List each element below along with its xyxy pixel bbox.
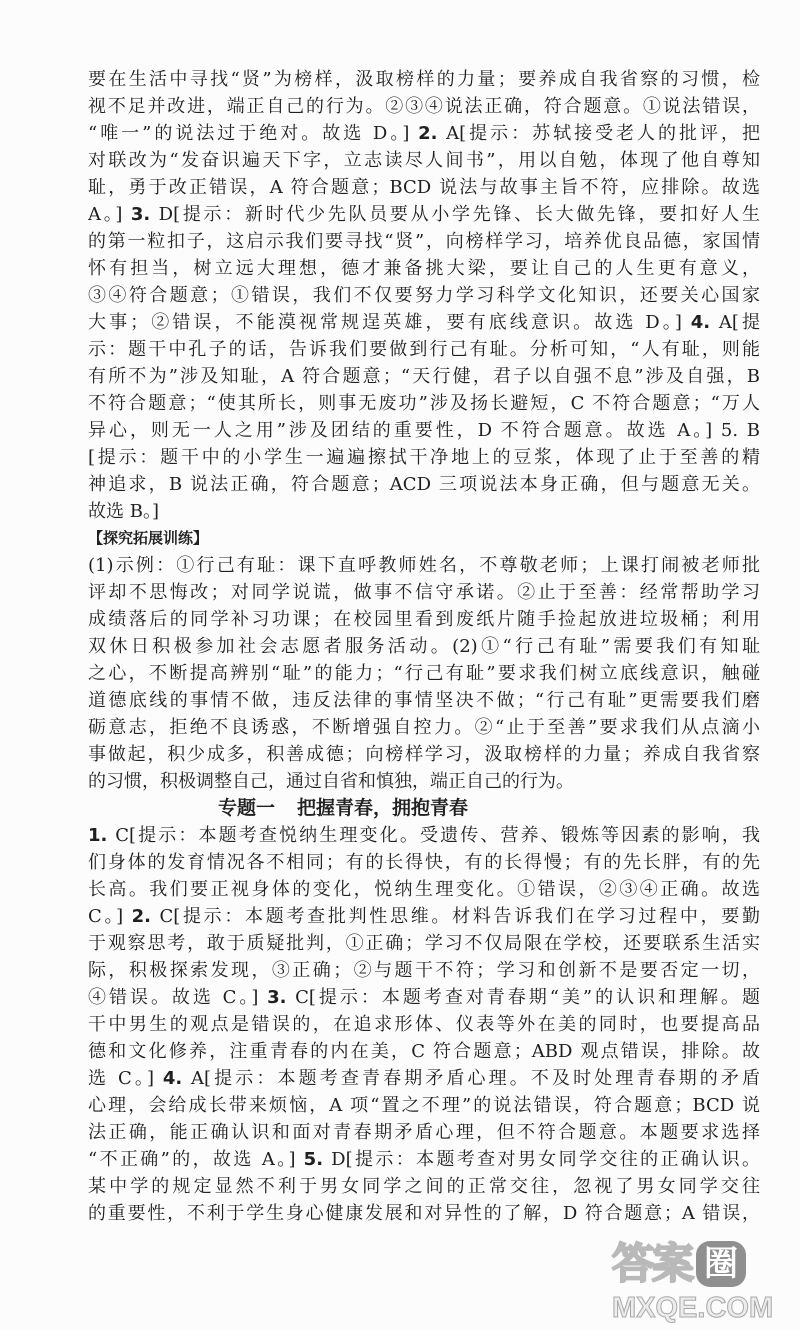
watermark-logo-text: 答案 xyxy=(612,1239,693,1288)
watermark-logo-badge: 圈 xyxy=(696,1241,746,1287)
text-line: 道德底线的事情不做，违反法律的事情坚决不做；“行己有耻”更需要我们磨 xyxy=(88,690,760,711)
text-line: ④错误。故选 C。] 3. C[提示：本题考查对青春期“美”的认识和理解。题 xyxy=(88,987,760,1008)
section-heading: 【探究拓展训练】 xyxy=(88,529,209,547)
question-number: 2. xyxy=(418,123,438,144)
text-line: [提示：题干中的小学生一遍遍擦拭干净地上的豆浆，体现了止于至善的精 xyxy=(88,447,760,468)
text-line: 大事；②错误，不能漠视常规逞英雄，要有底线意识。故选 D。] 4. A[提 xyxy=(88,312,760,333)
topic-number: 专题一 xyxy=(218,797,276,819)
text-column xyxy=(88,66,760,1227)
text-line: 故选 B。] xyxy=(88,501,159,522)
text-line: 于观察思考，敢于质疑批判，①正确；学习不仅局限在学校，还要联系生活实 xyxy=(88,933,760,954)
text-line: 双休日积极参加社会志愿者服务活动。(2)①“行己有耻”需要我们有知耻 xyxy=(88,636,760,657)
watermark-site: MXQE.COM xyxy=(612,1292,774,1324)
text-line: 评却不思悔改；对同学说谎，做事不信守承诺。②止于至善：经常帮助学习 xyxy=(88,582,760,603)
text-line: 怀有担当，树立远大理想，德才兼备挑大梁，要让自己的人生更有意义， xyxy=(88,258,760,279)
topic-name: 把握青春，拥抱青春 xyxy=(297,797,469,819)
text-line: A。] 3. D[提示：新时代少先队员要从小学先锋、长大做先锋，要扣好人生 xyxy=(88,204,760,225)
watermark-logo xyxy=(612,1238,788,1326)
text-line: 耻，勇于改正错误，A 符合题意；BCD 说法与故事主旨不符，应排除。故选 xyxy=(88,177,760,198)
text-line: 事做起，积少成多，积善成德；向榜样学习，汲取榜样的力量；养成自我省察 xyxy=(88,744,760,765)
text-line: 某中学的规定显然不利于男女同学之间的正常交往，忽视了男女同学交往 xyxy=(88,1176,760,1197)
question-number: 3. xyxy=(130,204,151,225)
text-line: 示：题干中孔子的话，告诉我们要做到行己有耻。分析可知，“人有耻，则能 xyxy=(88,339,760,360)
text-line: 干中男生的观点是错误的，在追求形体、仪表等外在美的同时，也要提高品 xyxy=(88,1014,760,1035)
text-line: 的重要性，不利于学生身心健康发展和对异性的了解，D 符合题意；A 错误， xyxy=(88,1203,760,1224)
text-line: 长高。我们要正视身体的变化，悦纳生理变化。①错误，②③④正确。故选 xyxy=(88,879,760,900)
text-line: 法正确，能正确认识和面对青春期矛盾心理，但不符合题意。本题要求选择 xyxy=(88,1122,760,1143)
question-number: 2. xyxy=(131,906,152,927)
text-line: 视不足并改进，端正自己的行为。②③④说法正确，符合题意。①说法错误， xyxy=(88,96,760,117)
text-line: 不符合题意；“使其所长，则事无废功”涉及扬长避短，C 不符合题意；“万人 xyxy=(88,393,760,414)
text-line: 神追求，B 说法正确，符合题意；ACD 三项说法本身正确，但与题意无关。 xyxy=(88,474,760,495)
text-line: 1. C[提示：本题考查悦纳生理变化。受遗传、营养、锻炼等因素的影响，我 xyxy=(88,825,760,846)
text-line: 对联改为“发奋识遍天下字，立志读尽人间书”，用以自勉，体现了他自尊知 xyxy=(88,150,760,171)
text-line: “不正确”的，故选 A。] 5. D[提示：本题考查对男女同学交往的正确认识。 xyxy=(88,1149,760,1170)
text-line: C。] 2. C[提示：本题考查批判性思维。材料告诉我们在学习过程中，要勤 xyxy=(88,906,760,927)
question-number: 4. xyxy=(162,1068,183,1089)
text-line: 有所不为”涉及知耻，A 符合题意；“天行健，君子以自强不息”涉及自强，B xyxy=(88,366,760,387)
question-number: 5. xyxy=(303,1149,324,1170)
text-line: 成绩落后的同学补习功课；在校园里看到废纸片随手捡起放进垃圾桶；利用 xyxy=(88,609,760,630)
topic-title xyxy=(88,795,760,822)
text-line: 选 C。] 4. A[提示：本题考查青春期矛盾心理。不及时处理青春期的矛盾 xyxy=(88,1068,760,1089)
text-line: 的习惯，积极调整自己，通过自省和慎独，端正自己的行为。 xyxy=(88,771,574,792)
text-line: 之心，不断提高辨别“耻”的能力；“行己有耻”要求我们树立底线意识，触碰 xyxy=(88,663,760,684)
watermark-logo-mark xyxy=(612,1238,788,1290)
text-line: 际，积极探索发现，③正确；②与题干不符；学习和创新不是要否定一切， xyxy=(88,960,760,981)
text-line: ③④符合题意；①错误，我们不仅要努力学习科学文化知识，还要关心国家 xyxy=(88,285,760,306)
text-line: 的第一粒扣子，这启示我们要寻找“贤”，向榜样学习，培养优良品德，家国情 xyxy=(88,231,760,252)
text-line: 砺意志，拒绝不良诱惑，不断增强自控力。②“止于至善”要求我们从点滴小 xyxy=(88,717,760,738)
question-number: 3. xyxy=(267,987,287,1008)
text-line: 要在生活中寻找“贤”为榜样，汲取榜样的力量；要养成自我省察的习惯，检 xyxy=(88,69,760,90)
question-number: 1. xyxy=(88,825,108,846)
text-line: 心理，会给成长带来烦恼，A 项“置之不理”的说法错误，符合题意；BCD 说 xyxy=(88,1095,760,1116)
text-line: “唯一”的说法过于绝对。故选 D。] 2. A[提示：苏轼接受老人的批评，把 xyxy=(88,123,760,144)
question-number: 4. xyxy=(690,312,711,333)
text-line: (1)示例：①行己有耻：课下直呼教师姓名，不尊敬老师；上课打闹被老师批 xyxy=(88,555,760,576)
text-line: 异心，则无一人之用”涉及团结的重要性，D 不符合题意。故选 A。] 5. B xyxy=(88,420,760,441)
text-line: 们身体的发育情况各不相同；有的长得快，有的长得慢；有的先长胖，有的先 xyxy=(88,852,760,873)
text-line: 德和文化修养，注重青春的内在美，C 符合题意；ABD 观点错误，排除。故 xyxy=(88,1041,760,1062)
